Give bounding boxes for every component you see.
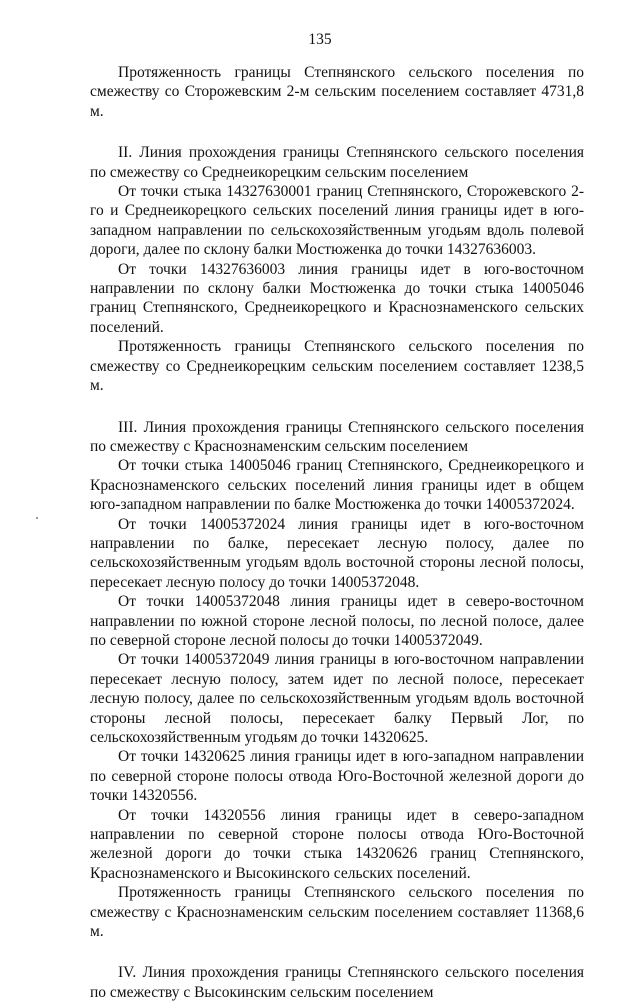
section-gap xyxy=(90,941,584,963)
section-heading-iii: III. Линия прохождения границы Степнянского сельского поселения по смежеству с Краснознаменским сельским поселением xyxy=(90,418,584,455)
paragraph-length-storozhevskoe: Протяженность границы Степнянского сельского поселения по смежеству со Сторожевским 2-м сельским поселением составляет 4731,8 м. xyxy=(90,64,584,120)
section-gap xyxy=(90,396,584,418)
document-body xyxy=(90,63,584,1002)
paragraph: От точки 14005372024 линия границы идет в юго-восточном направлении по балке, пересекает лесную полосу, далее по сельскохозяйственным угодьям вдоль восточной стороны лесной полосы, пересекает лесную полосу до точки 14005372048. xyxy=(90,515,584,591)
paragraph: От точки 14005372048 линия границы идет в северо-восточном направлении по южной стороне лесной полосы, по лесной полосе, далее по северной стороне лесной полосы до точки 14005372049. xyxy=(90,593,584,649)
paragraph: От точки 14320556 линия границы идет в северо-западном направлении по северной стороне полосы отвода Юго-Восточной железной дороги до точки стыка 14320626 границ Степнянского, Краснознаменского и Высокинского сельских поселений. xyxy=(90,806,584,882)
section-gap xyxy=(90,121,584,143)
page-number: 135 xyxy=(308,31,332,48)
scan-speck xyxy=(36,517,38,519)
paragraph: От точки 14320625 линия границы идет в юго-западном направлении по северной стороне полосы отвода Юго-Восточной железной дороги до точки 14320556. xyxy=(90,748,584,805)
paragraph: От точки 14327636003 линия границы идет в юго-восточном направлении по склону балки Мостюженка до точки стыка 14005046 границ Степнянского, Среднеикорецкого и Краснознаменского сельских поселений. xyxy=(90,260,584,336)
section-heading-ii: II. Линия прохождения границы Степнянского сельского поселения по смежеству со Среднеикорецким сельским поселением xyxy=(90,144,584,181)
paragraph-length-krasnoznamenskoe: Протяженность границы Степнянского сельского поселения по смежеству с Краснознаменским сельским поселением составляет 11368,6 м. xyxy=(90,884,584,941)
paragraph: От точки стыка 14327630001 границ Степнянского, Сторожевского 2-го и Среднеикорецкого сельских поселений линия границы идет в юго-западном направлении по сельскохозяйственным угодьям вдоль полевой дороги, далее по склону балки Мостюженка до точки 14327636003. xyxy=(90,183,584,259)
paragraph: От точки стыка 14005046 границ Степнянского, Среднеикорецкого и Краснознаменского сельских поселений линия границы идет в общем юго-западном направлении по балке Мостюженка до точки 14005372024. xyxy=(90,457,584,514)
section-heading-iv: IV. Линия прохождения границы Степнянского сельского поселения по смежеству с Высокинским сельским поселением xyxy=(90,964,584,1001)
paragraph: От точки 14005372049 линия границы в юго-восточном направлении пересекает лесную полосу, затем идет по лесной полосе, пересекает лесную полосу, далее по сельскохозяйственным угодьям вдоль восточной стороны лесной полосы, пересекает балку Первый Лог, по сельскохозяйственным угодьям до точки 14320625. xyxy=(90,651,584,746)
paragraph-length-sredneikoretskoe: Протяженность границы Степнянского сельского поселения по смежеству со Среднеикорецким сельским поселением составляет 1238,5 м. xyxy=(90,338,584,395)
